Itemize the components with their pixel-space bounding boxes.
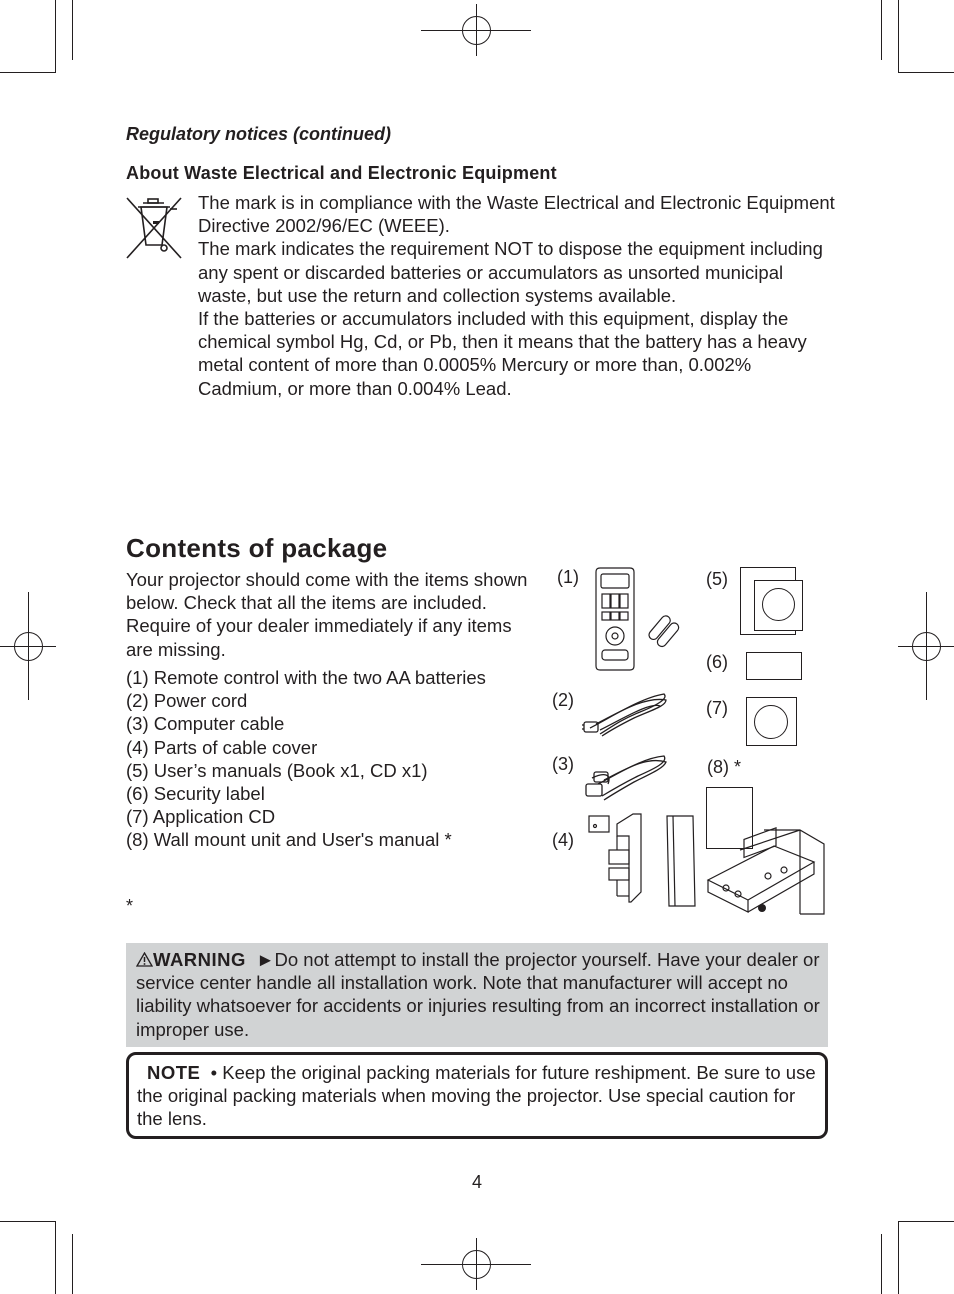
page-number: 4 — [471, 1172, 482, 1192]
warning-text: Do not attempt to install the projector yourself. Have your dealer or service center handle all installation work. Note that manufacturer will accept no liability whatsoever for accidents or injuries resulting from an incorrect installation or improper use. — [136, 949, 820, 1040]
users-manual-cd-sleeve — [754, 580, 803, 631]
power-cord-icon — [580, 688, 670, 740]
package-item-list — [126, 666, 486, 852]
weee-paragraph-3: If the batteries or accumulators included with this equipment, display the chemical symbol Hg, Cd, or Pb, then it means that the battery has a heavy metal content of more than 0.0005% Mercury or more than, 0.002% Cadmium, or more than 0.004% Lead. — [198, 308, 807, 399]
list-item: (5) User’s manuals (Book x1, CD x1) — [126, 759, 428, 781]
section-title: Regulatory notices (continued) — [126, 124, 392, 144]
warning-triangle-icon — [136, 949, 153, 970]
footnote-marker: * — [126, 896, 134, 916]
list-item: (7) Application CD — [126, 806, 276, 828]
cd-icon — [762, 588, 795, 621]
warning-box — [126, 943, 828, 1047]
weee-paragraph-2: The mark indicates the requirement NOT to dispose the equipment including any spent or discarded batteries or accumulators as unsorted municipal waste, but use the return and collection systems available. — [198, 238, 823, 306]
warning-arrow: ► — [256, 949, 275, 970]
application-cd-sleeve — [746, 697, 797, 746]
figure-label-7: (7) — [706, 698, 728, 718]
figure-label-5: (5) — [706, 569, 728, 589]
figure-label-6: (6) — [706, 652, 728, 672]
list-item: (2) Power cord — [126, 690, 248, 712]
computer-cable-icon — [580, 750, 670, 804]
weee-heading: About Waste Electrical and Electronic Equipment — [126, 163, 557, 183]
cd-icon — [754, 705, 788, 739]
security-label — [746, 652, 802, 680]
list-item: (4) Parts of cable cover — [126, 736, 318, 758]
figure-label-3: (3) — [552, 754, 574, 774]
figure-label-1: (1) — [557, 567, 579, 587]
note-label: NOTE — [147, 1062, 201, 1083]
note-text: • Keep the original packing materials for future reshipment. Be sure to use the original packing materials when moving the projector. Use special caution for the lens. — [137, 1062, 816, 1130]
weee-paragraph-1: The mark is in compliance with the Waste Electrical and Electronic Equipment Directive 2002/96/EC (WEEE). — [198, 192, 835, 237]
note-box — [126, 1052, 828, 1139]
figure-label-8: (8) * — [707, 757, 742, 777]
weee-text — [198, 191, 838, 400]
list-item: (8) Wall mount unit and User's manual * — [126, 829, 452, 851]
package-intro: Your projector should come with the items shown below. Check that all the items are included. Require of your dealer immediately if any items are missing. — [126, 569, 528, 660]
list-item: (3) Computer cable — [126, 713, 285, 735]
wall-mount-unit-icon — [704, 826, 830, 916]
package-heading: Contents of package — [126, 533, 388, 563]
list-item: (1) Remote control with the two AA batteries — [126, 667, 486, 688]
list-item: (6) Security label — [126, 783, 265, 805]
figure-label-2: (2) — [552, 690, 574, 710]
remote-control-icon — [590, 566, 685, 672]
figure-label-4: (4) — [552, 830, 574, 850]
crossed-out-wheelie-bin-icon — [124, 195, 184, 261]
cable-cover-parts-icon — [587, 810, 699, 908]
warning-label: WARNING — [153, 949, 246, 970]
